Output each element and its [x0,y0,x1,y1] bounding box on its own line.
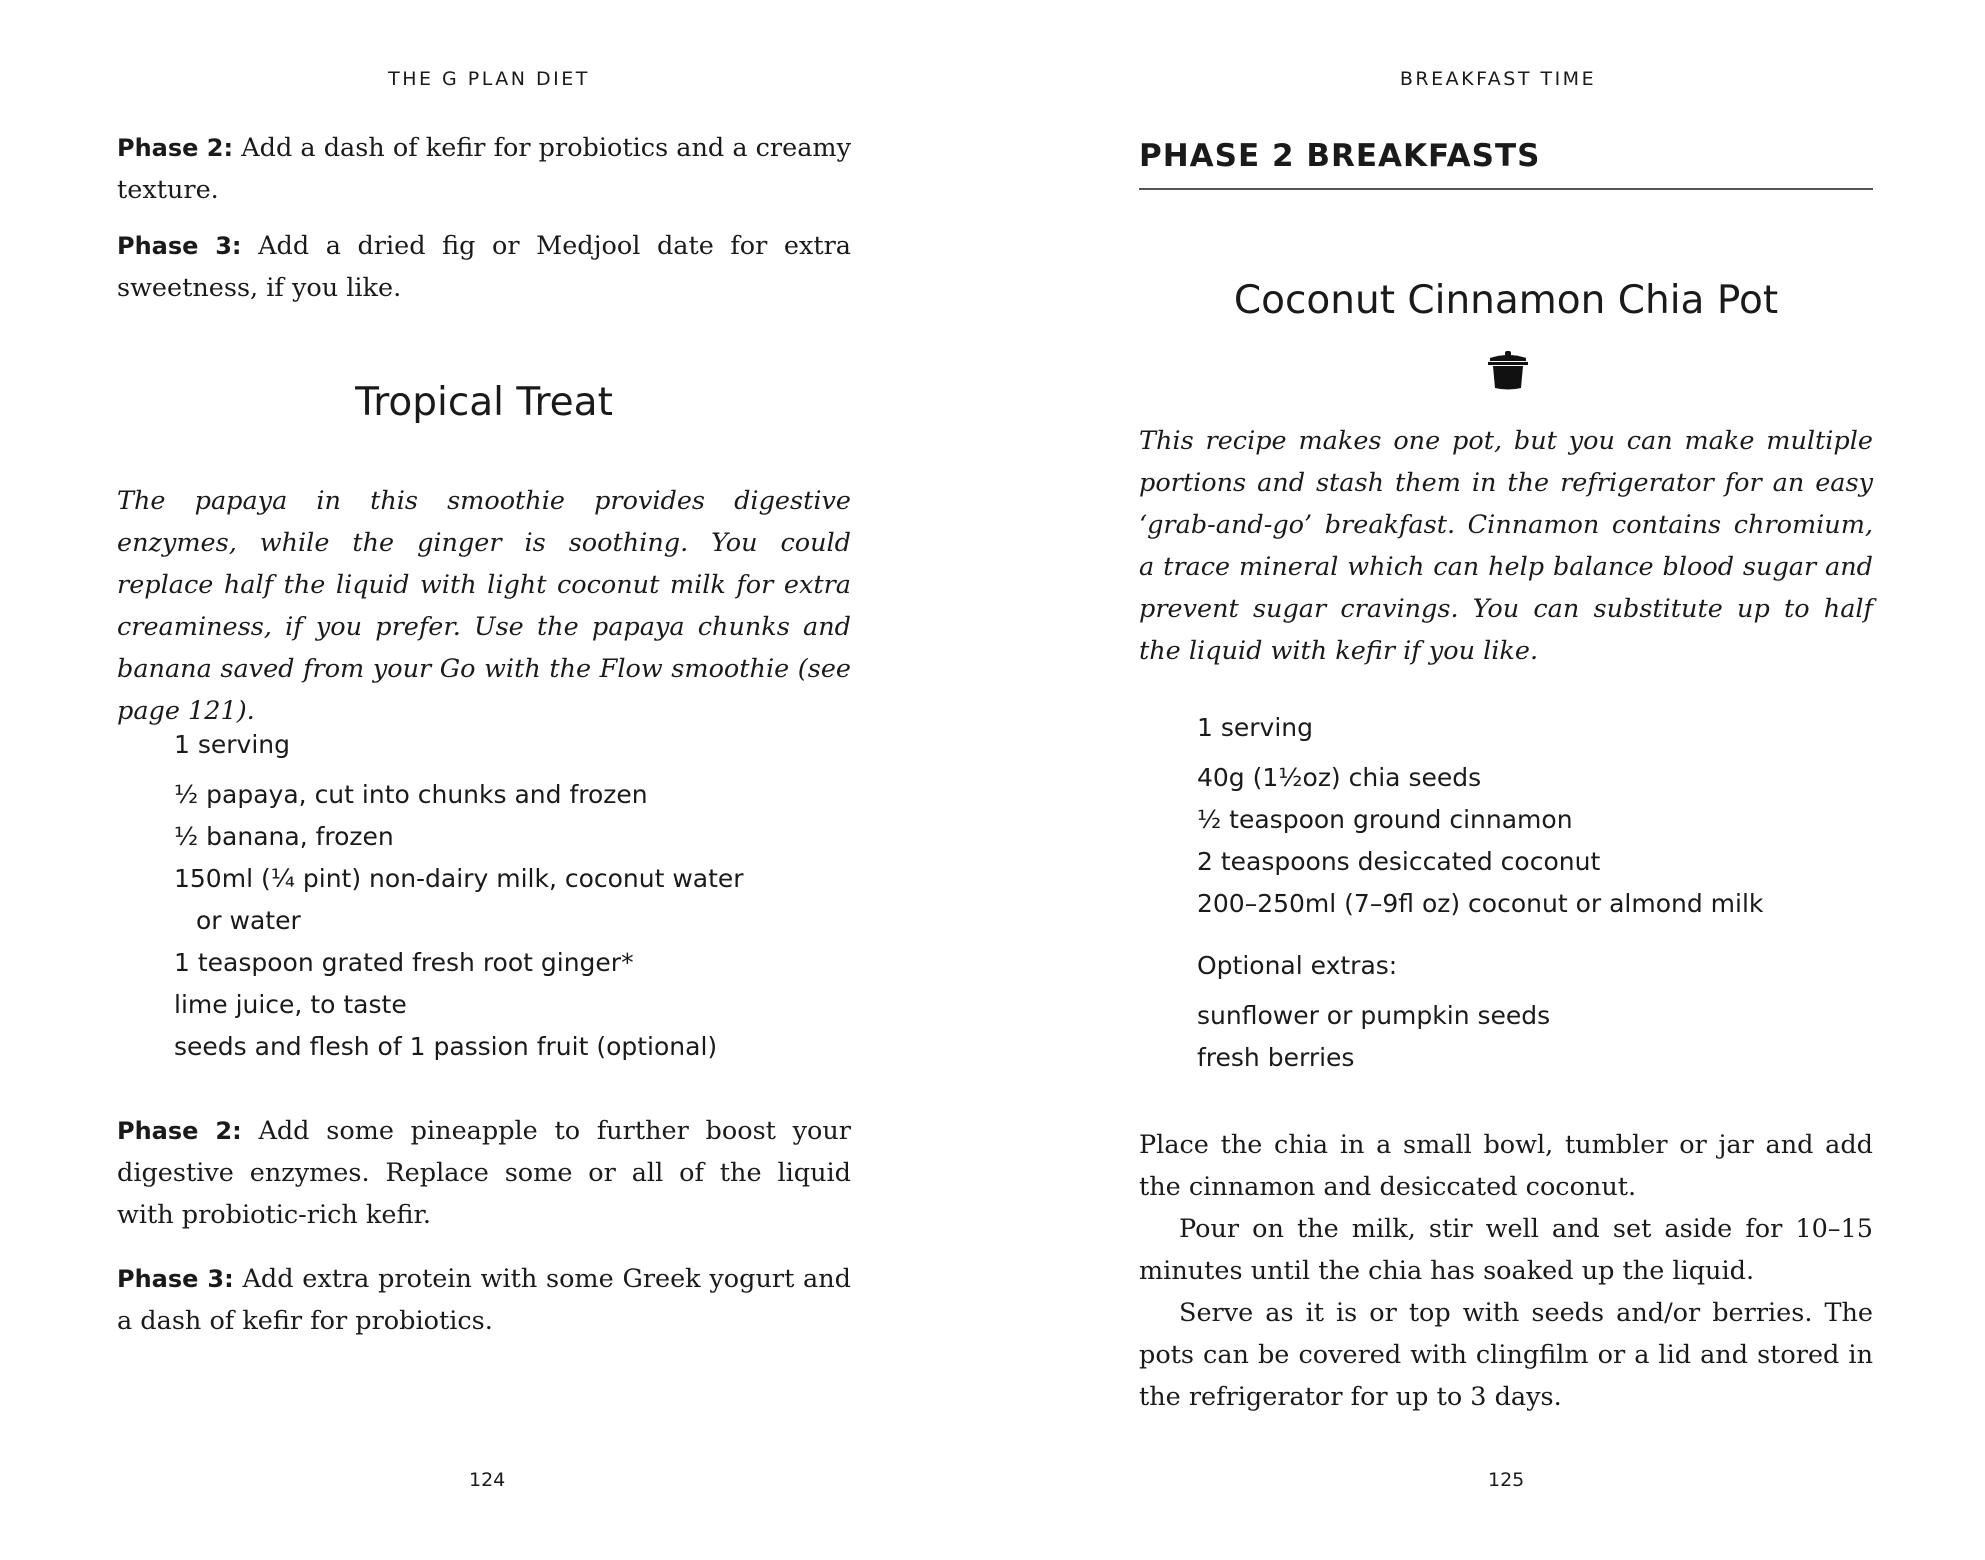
phase-3-note: Phase 3: Add a dried fig or Medjool date for extra sweetness, if you like. [117,231,852,303]
ingredients-block [174,724,814,1068]
section-title: PHASE 2 BREAKFASTS [1139,138,1873,190]
serving-size: 1 serving [174,730,290,759]
list-item: fresh berries [1197,1043,1355,1072]
list-item: sunflower or pumpkin seeds [1197,1001,1551,1030]
list-item: ½ banana, frozen [174,822,394,851]
ingredient-list [174,774,814,1068]
serving-size: 1 serving [1197,713,1313,742]
phase-2-note: Phase 2: Add some pineapple to further boost your digestive enzymes. Replace some or all of the liquid with probiotic-rich kefir. [117,1116,852,1230]
list-item: ½ papaya, cut into chunks and frozen [174,780,648,809]
method-step: Pour on the milk, stir well and set aside for 10–15 minutes until the chia has soaked up the liquid. [1139,1214,1873,1286]
page-number: 125 [1488,1469,1525,1491]
list-item: 200–250ml (7–9fl oz) coconut or almond milk [1197,889,1764,918]
recipe-intro: This recipe makes one pot, but you can make multiple portions and stash them in the refrigerator for an easy ‘grab-and-go’ breakfast. Cinnamon contains chromium, a trace mineral which can help balance blood sugar and prevent sugar cravings. You can substitute up to half the liquid with kefir if you like. [1139,426,1873,666]
optional-extras-list [1197,995,1837,1079]
phase-3-note: Phase 3: Add extra protein with some Greek yogurt and a dash of kefir for probiotics. [117,1264,851,1336]
recipe-title: Coconut Cinnamon Chia Pot [1233,278,1779,323]
cooking-pot-icon [1486,350,1530,397]
running-head: BREAKFAST TIME [1399,68,1597,90]
list-item: 150ml (¼ pint) non-dairy milk, coconut water [174,864,744,893]
left-page [0,0,992,1560]
list-item: lime juice, to taste [174,990,407,1019]
list-item: 2 teaspoons desiccated coconut [1197,847,1601,876]
list-item: ½ teaspoon ground cinnamon [1197,805,1573,834]
optional-extras-heading: Optional extras: [1197,951,1398,980]
method-step: Place the chia in a small bowl, tumbler or jar and add the cinnamon and desiccated coconut. [1139,1130,1873,1202]
bottom-notes [117,1110,851,1342]
recipe-intro: The papaya in this smoothie provides digestive enzymes, while the ginger is soothing. You could replace half the liquid with light coconut milk for extra creaminess, if you prefer. Use the papaya chunks and banana saved from your Go with the Flow smoothie (see page 121). [117,486,851,726]
list-item: 1 teaspoon grated fresh root ginger* [174,948,634,977]
method [1139,1124,1873,1418]
top-notes [117,127,851,309]
list-item: 40g (1½oz) chia seeds [1197,763,1482,792]
ingredients-block [1197,707,1837,1079]
recipe-title: Tropical Treat [355,380,613,425]
method-step: Serve as it is or top with seeds and/or berries. The pots can be covered with clingfilm or a lid and stored in the refrigerator for up to 3 days. [1139,1298,1873,1412]
right-page [1018,0,1985,1560]
list-item: or water [196,906,301,935]
phase-2-note: Phase 2: Add a dash of kefir for probiotics and a creamy texture. [117,133,851,205]
list-item: seeds and flesh of 1 passion fruit (optional) [174,1032,718,1061]
ingredient-list [1197,757,1837,925]
page-number: 124 [469,1469,506,1491]
running-head: THE G PLAN DIET [388,68,590,90]
